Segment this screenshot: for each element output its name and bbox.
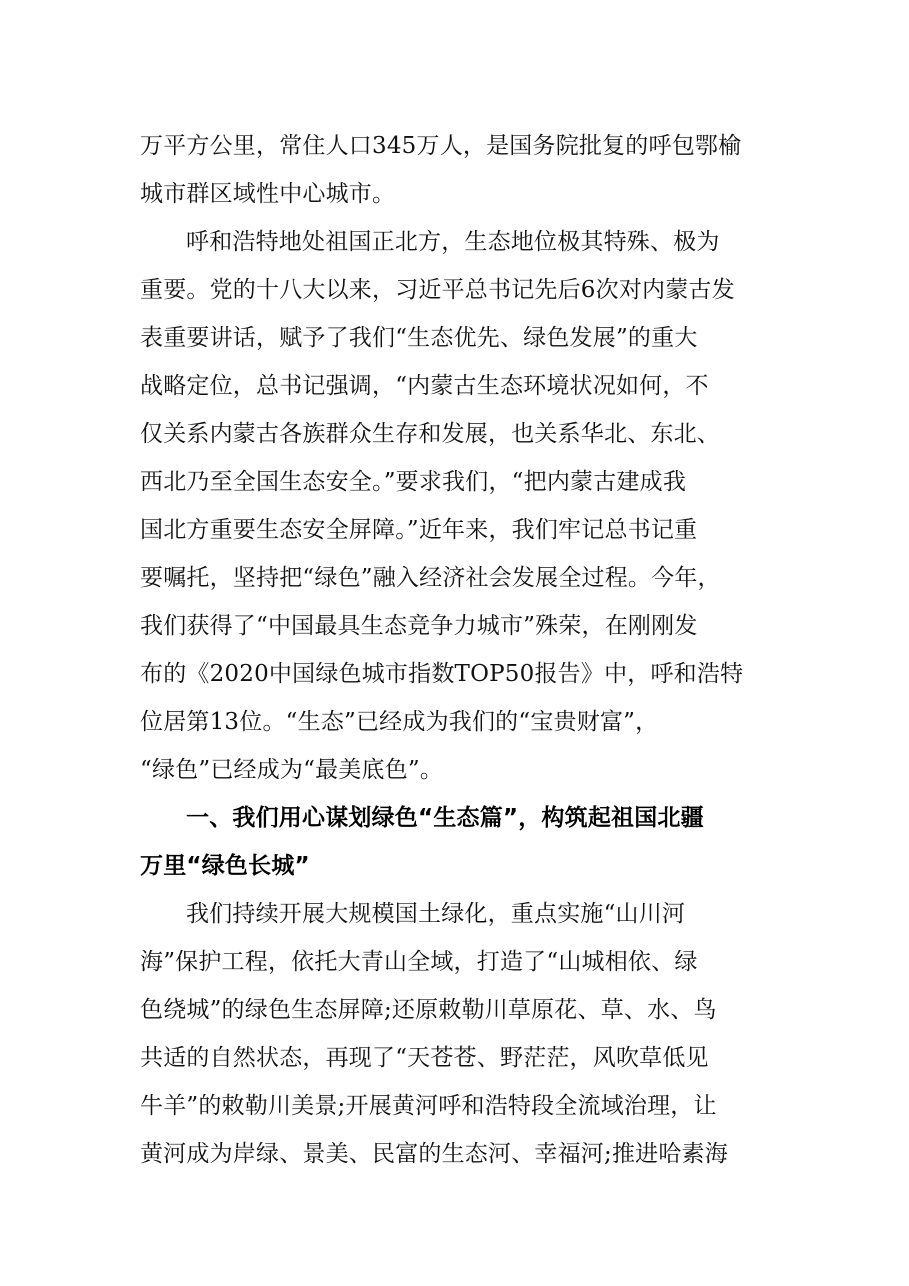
paragraph-line: 重要。党的十八大以来，习近平总书记先后6次对内蒙古发 <box>140 277 735 303</box>
paragraph-line: 呼和浩特地处祖国正北方，生态地位极其特殊、极为 <box>186 229 720 255</box>
section-heading: 万里“绿色长城” <box>140 853 310 879</box>
paragraph-line: 战略定位，总书记强调，“内蒙古生态环境状况如何，不 <box>140 373 709 399</box>
paragraph-line: “绿色”已经成为“最美底色”。 <box>140 757 444 783</box>
paragraph-line: 我们获得了“中国最具生态竞争力城市”殊荣，在刚刚发 <box>140 613 698 639</box>
paragraph-line: 表重要讲话，赋予了我们“生态优先、绿色发展”的重大 <box>140 325 698 351</box>
paragraph-line: 布的《2020中国绿色城市指数TOP50报告》中，呼和浩特 <box>140 661 744 687</box>
paragraph-line: 国北方重要生态安全屏障。”近年来，我们牢记总书记重 <box>140 517 698 543</box>
paragraph-line: 牛羊”的敕勒川美景;开展黄河呼和浩特段全流域治理，让 <box>140 1093 717 1119</box>
section-heading: 一、我们用心谋划绿色“生态篇”，构筑起祖国北疆 <box>186 805 704 831</box>
paragraph-line: 仅关系内蒙古各族群众生存和发展，也关系华北、东北、 <box>140 421 720 447</box>
paragraph-line: 位居第13位。“生态”已经成为我们的“宝贵财富”， <box>140 709 659 735</box>
paragraph-line: 要嘱托，坚持把“绿色”融入经济社会发展全过程。今年， <box>140 565 721 591</box>
paragraph-line: 海”保护工程，依托大青山全域，打造了“山城相依、绿 <box>140 949 698 975</box>
paragraph-line: 色绕城”的绿色生态屏障;还原敕勒川草原花、草、水、鸟 <box>140 997 717 1023</box>
paragraph-line: 西北乃至全国生态安全。”要求我们，“把内蒙古建成我 <box>140 469 687 495</box>
paragraph-line: 万平方公里，常住人口345万人，是国务院批复的呼包鄂榆 <box>140 133 742 159</box>
paragraph-line: 黄河成为岸绿、景美、民富的生态河、幸福河;推进哈素海 <box>140 1141 728 1167</box>
document-body <box>140 122 780 1178</box>
paragraph-line: 城市群区域性中心城市。 <box>140 181 396 207</box>
paragraph-line: 我们持续开展大规模国土绿化，重点实施“山川河 <box>186 901 686 927</box>
paragraph-line: 共适的自然状态，再现了“天苍苍、野茫茫，风吹草低见 <box>140 1045 709 1071</box>
